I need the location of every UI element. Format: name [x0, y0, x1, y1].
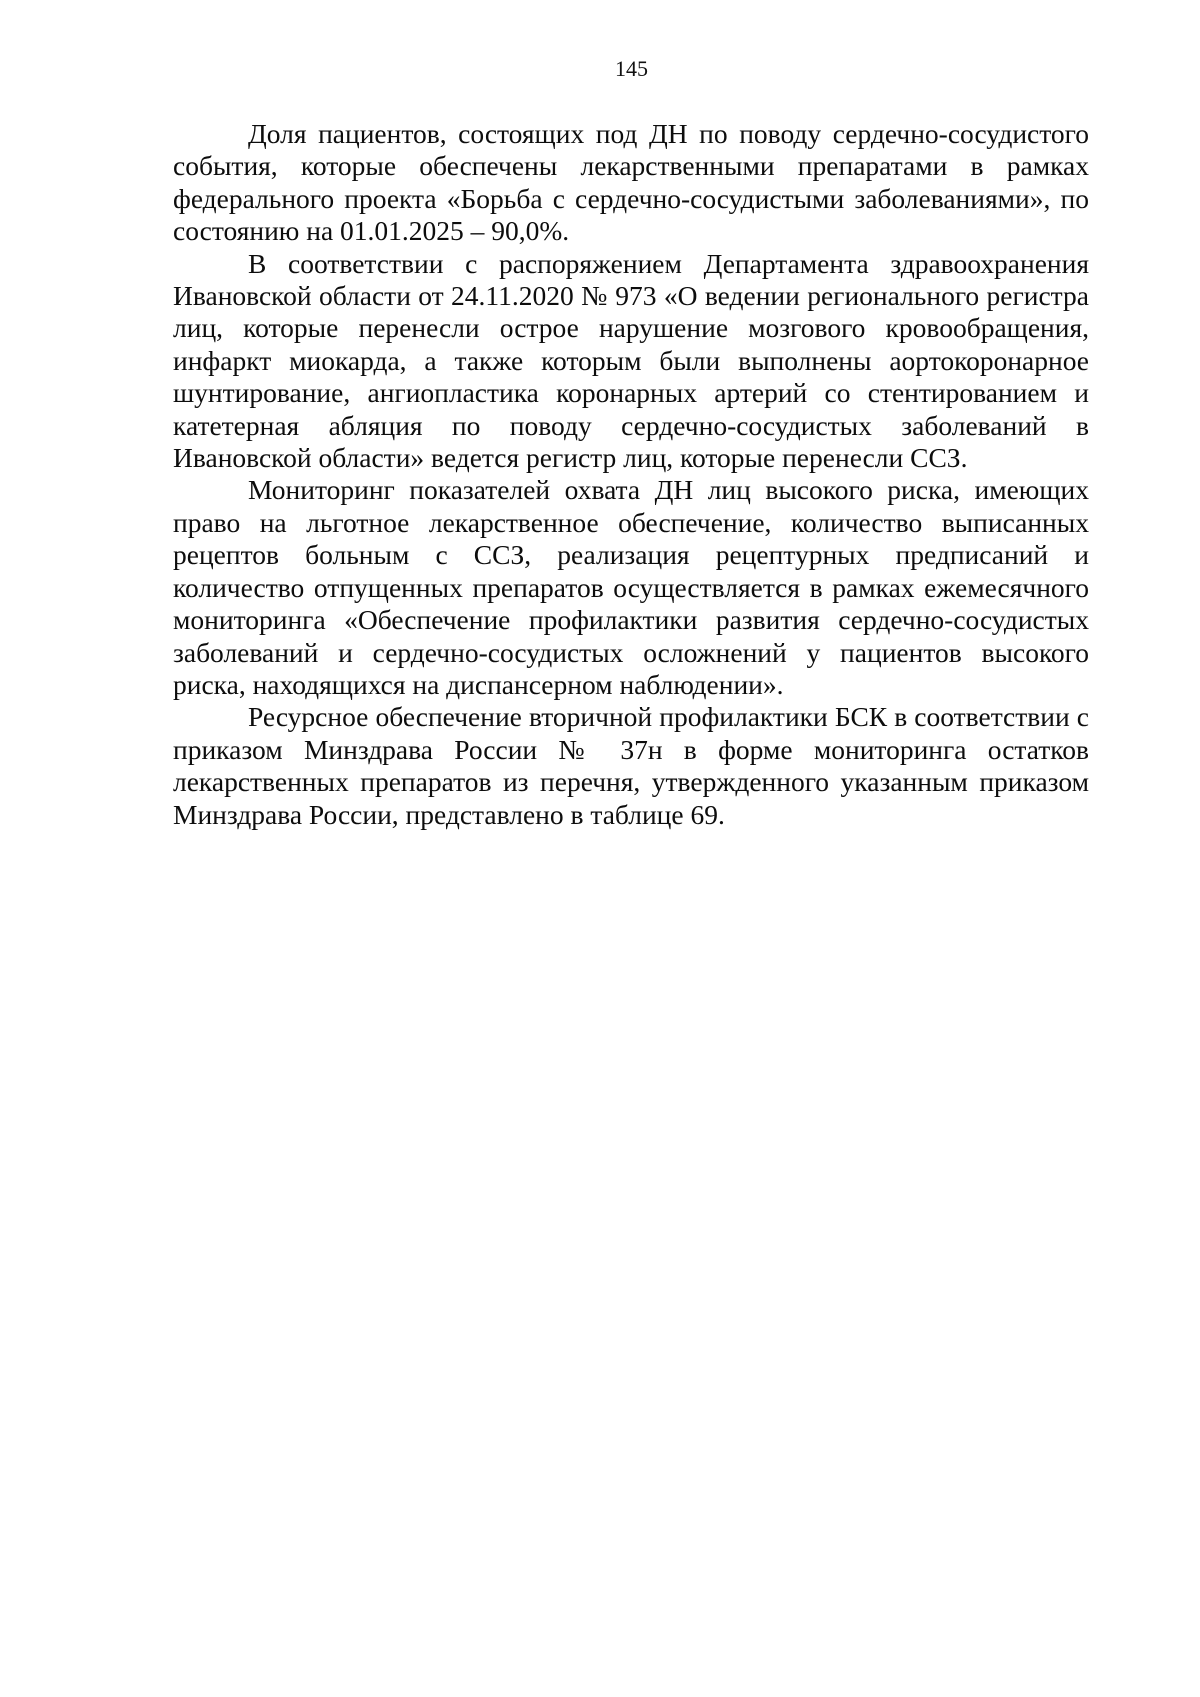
paragraph-dn-patients-share: Доля пациентов, состоящих под ДН по поводу сердечно-сосудистого события, которые обеспечены лекарственными препаратами в рамках федерального проекта «Борьба с сердечно-сосудистыми заболеваниями», по состоянию на 01.01.2025 – 90,0%. — [173, 118, 1089, 247]
paragraph-monitoring: Мониторинг показателей охвата ДН лиц высокого риска, имеющих право на льготное лекарственное обеспечение, количество выписанных рецептов больным с ССЗ, реализация рецептурных предписаний и количество отпущенных препаратов осуществляется в рамках ежемесячного мониторинга «Обеспечение профилактики развития сердечно-сосудистых заболеваний и сердечно-сосудистых осложнений у пациентов высокого риска, находящихся на диспансерном наблюдении». — [173, 474, 1089, 700]
document-body — [173, 118, 1089, 831]
page-number: 145 — [615, 56, 648, 81]
paragraph-resource-provision: Ресурсное обеспечение вторичной профилактики БСК в соответствии с приказом Минздрава России № 37н в форме мониторинга остатков лекарственных препаратов из перечня, утвержденного указанным приказом Минздрава России, представлено в таблице 69. — [173, 701, 1089, 830]
paragraph-regional-register: В соответствии с распоряжением Департамента здравоохранения Ивановской области от 24.11.2020 № 973 «О ведении регионального регистра лиц, которые перенесли острое нарушение мозгового кровообращения, инфаркт миокарда, а также которым были выполнены аортокоронарное шунтирование, ангиопластика коронарных артерий со стентированием и катетерная абляция по поводу сердечно-сосудистых заболеваний в Ивановской области» ведется регистр лиц, которые перенесли ССЗ. — [173, 247, 1089, 474]
